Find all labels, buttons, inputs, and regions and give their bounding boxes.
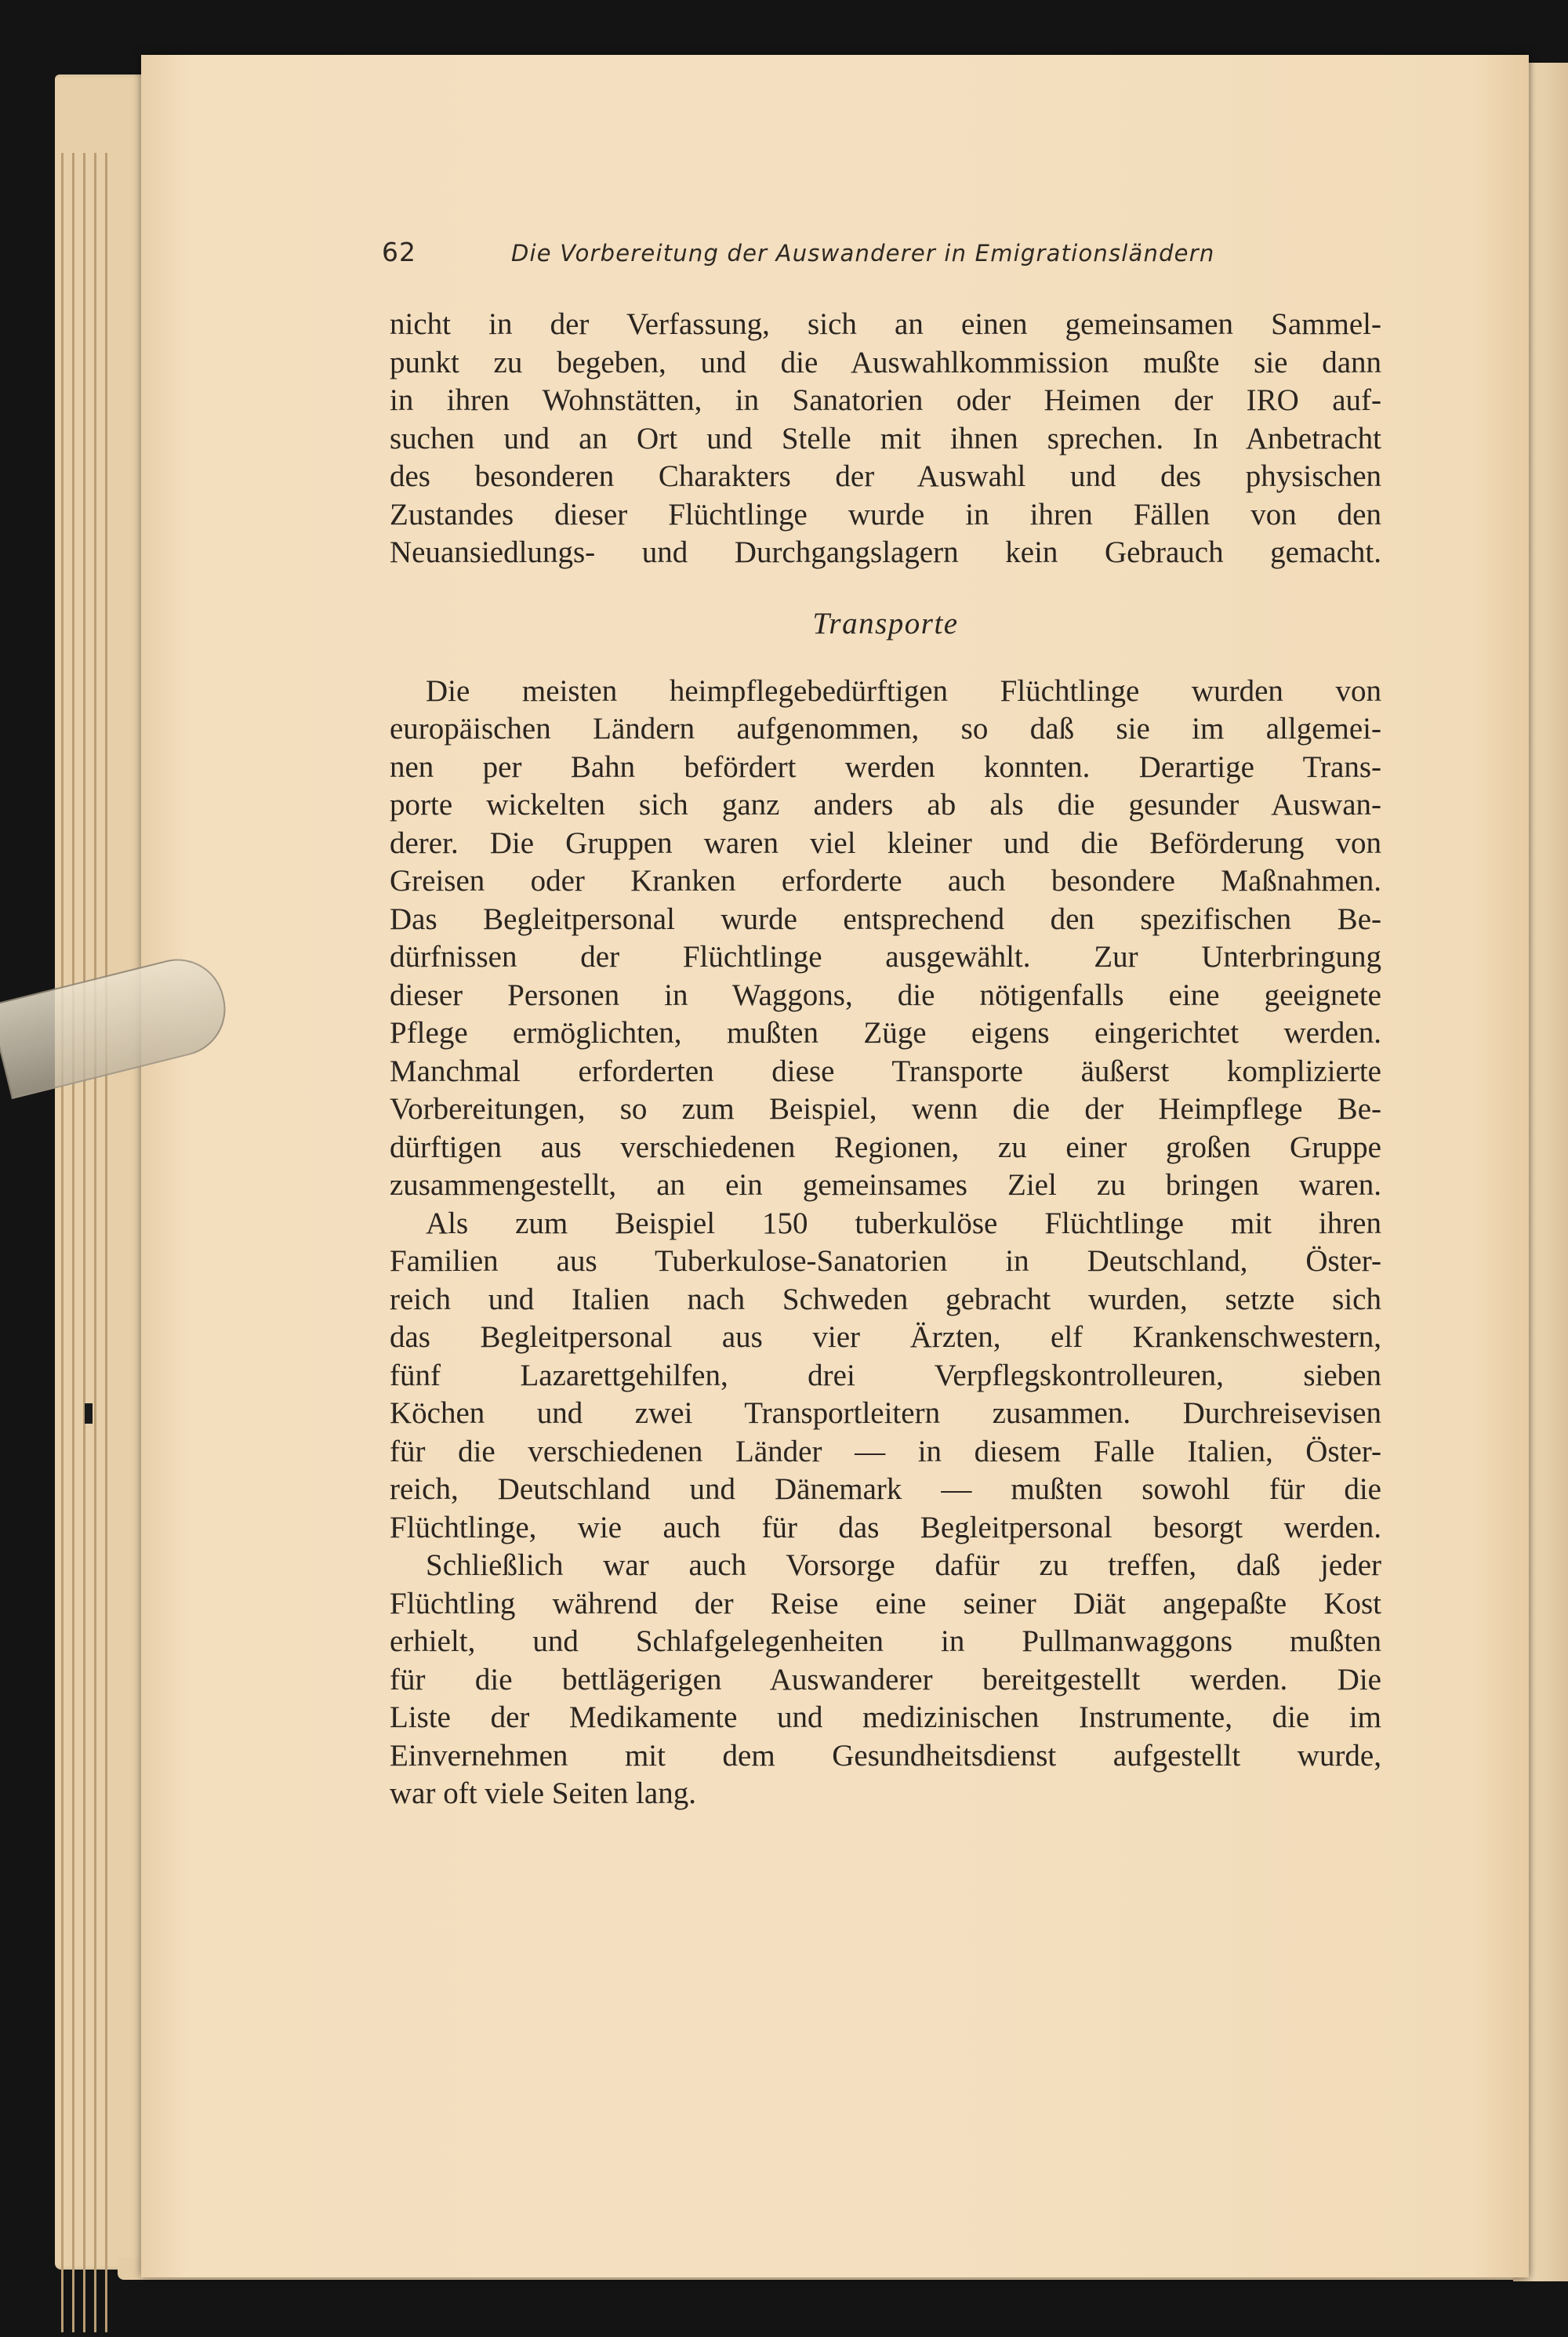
- text-line: für die verschiedenen Länder — in diesem Falle Italien, Öster-: [390, 1434, 1381, 1468]
- body-text: [390, 306, 1381, 1813]
- text-line: nicht in der Verfassung, sich an einen gemeinsamen Sammel-: [390, 307, 1381, 341]
- text-line: für die bettlägerigen Auswanderer bereitgestellt werden. Die: [390, 1662, 1381, 1697]
- text-line: Greisen oder Kranken erforderte auch besondere Maßnahmen.: [390, 864, 1381, 898]
- page-edge-line: [105, 153, 107, 2332]
- text-line: zusammengestellt, an ein gemeinsames Ziel zu bringen waren.: [390, 1168, 1381, 1202]
- paragraph-2: [390, 673, 1381, 1205]
- text-line: Flüchtling während der Reise eine seiner Diät angepaßte Kost: [390, 1586, 1381, 1620]
- text-line: dürfnissen der Flüchtlinge ausgewählt. Zur Unterbringung: [390, 940, 1381, 974]
- text-line: in ihren Wohnstätten, in Sanatorien oder Heimen der IRO auf-: [390, 383, 1381, 417]
- text-line: Einvernehmen mit dem Gesundheitsdienst aufgestellt wurde,: [390, 1738, 1381, 1773]
- text-line: derer. Die Gruppen waren viel kleiner und die Beförderung von: [390, 826, 1381, 860]
- text-line: dieser Personen in Waggons, die nötigenfalls eine geeignete: [390, 978, 1381, 1012]
- page-edge-line: [94, 153, 96, 2332]
- text-line: nen per Bahn befördert werden konnten. Derartige Trans-: [390, 749, 1381, 784]
- text-line: reich, Deutschland und Dänemark — mußten sowohl für die: [390, 1472, 1381, 1506]
- text-line: Neuansiedlungs- und Durchgangslagern kein Gebrauch gemacht.: [390, 535, 1381, 569]
- text-line: porte wickelten sich ganz anders ab als die gesunder Auswan-: [390, 788, 1381, 822]
- text-line: das Begleitpersonal aus vier Ärzten, elf Krankenschwestern,: [390, 1320, 1381, 1354]
- text-line: Köchen und zwei Transportleitern zusammen. Durchreisevisen: [390, 1396, 1381, 1430]
- running-title: Die Vorbereitung der Auswanderer in Emigrationsländern: [511, 240, 1215, 267]
- text-line: reich und Italien nach Schweden gebracht wurden, setzte sich: [390, 1282, 1381, 1316]
- page-edge-line: [83, 153, 85, 2332]
- text-line: Das Begleitpersonal wurde entsprechend den spezifischen Be-: [390, 902, 1381, 936]
- text-line: Zustandes dieser Flüchtlinge wurde in ihren Fällen von den: [390, 497, 1381, 532]
- running-head: [382, 237, 1252, 274]
- section-heading: Transporte: [812, 606, 959, 640]
- page-edge-line: [61, 153, 64, 2332]
- text-line: erhielt, und Schlafgelegenheiten in Pullmanwaggons mußten: [390, 1624, 1381, 1658]
- page-edge-line: [72, 153, 74, 2332]
- text-line: Manchmal erforderten diese Transporte äußerst komplizierte: [390, 1054, 1381, 1088]
- text-line: fünf Lazarettgehilfen, drei Verpflegskontrolleuren, sieben: [390, 1358, 1381, 1392]
- text-line: dürftigen aus verschiedenen Regionen, zu einer großen Gruppe: [390, 1130, 1381, 1164]
- text-line: Vorbereitungen, so zum Beispiel, wenn die der Heimpflege Be-: [390, 1092, 1381, 1126]
- paragraph-3: [390, 1205, 1381, 1548]
- text-line: war oft viele Seiten lang.: [390, 1776, 696, 1810]
- edge-mark: [85, 1403, 93, 1424]
- text-line: Flüchtlinge, wie auch für das Begleitpersonal besorgt werden.: [390, 1510, 1381, 1544]
- text-line: Die meisten heimpflegebedürftigen Flüchtlinge wurden von: [426, 673, 1381, 708]
- page-number: 62: [382, 237, 416, 267]
- text-line: europäischen Ländern aufgenommen, so daß sie im allgemei-: [390, 712, 1381, 746]
- paragraph-1: [390, 306, 1381, 572]
- text-line: des besonderen Charakters der Auswahl und des physischen: [390, 459, 1381, 493]
- text-line: Pflege ermöglichten, mußten Züge eigens eingerichtet werden.: [390, 1016, 1381, 1050]
- paragraph-4: [390, 1547, 1381, 1813]
- text-line: Liste der Medikamente und medizinischen Instrumente, die im: [390, 1700, 1381, 1734]
- text-line: suchen und an Ort und Stelle mit ihnen sprechen. In Anbetracht: [390, 421, 1381, 455]
- text-line: Schließlich war auch Vorsorge dafür zu treffen, daß jeder: [426, 1548, 1381, 1582]
- text-line: Als zum Beispiel 150 tuberkulöse Flüchtlinge mit ihren: [426, 1206, 1381, 1240]
- text-line: punkt zu begeben, und die Auswahlkommission mußte sie dann: [390, 345, 1381, 379]
- text-line: Familien aus Tuberkulose-Sanatorien in Deutschland, Öster-: [390, 1244, 1381, 1278]
